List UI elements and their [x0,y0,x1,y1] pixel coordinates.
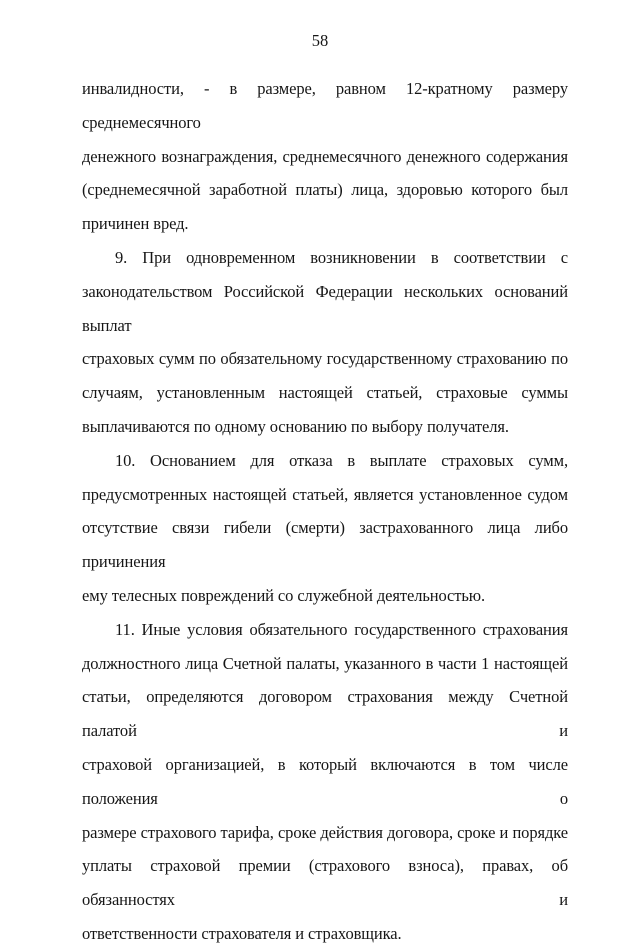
text-line: размере страхового тарифа, сроке действия договора, сроке и порядке [82,822,568,842]
text-line: предусмотренных настоящей статьей, является установленное судом [82,484,568,504]
text-line: законодательством Российской Федерации нескольких оснований выплат [82,281,568,335]
text-line: ему телесных повреждений со служебной деятельностью. [82,585,486,605]
text-line: выплачиваются по одному основанию по выбору получателя. [82,416,509,436]
paragraph [82,613,568,951]
text-line: 10. Основанием для отказа в выплате страховых сумм, [115,450,568,470]
text-line: ответственности страхователя и страховщика. [82,923,402,943]
text-line: случаям, установленным настоящей статьей, страховые суммы [82,383,568,403]
paragraph [82,444,568,613]
text-line: причинен вред. [82,214,189,234]
text-line: инвалидности, - в размере, равном 12-кратному размеру среднемесячного [82,79,568,132]
page-number: 58 [311,31,329,50]
paragraph [82,72,568,241]
paragraph [82,241,568,444]
text-line: страховой организацией, в который включаются в том числе положения о [82,754,568,808]
document-text [82,72,568,951]
text-line: уплаты страховой премии (страхового взноса), правах, об обязанностях и [82,856,568,910]
text-line: 9. При одновременном возникновении в соответствии с [115,247,568,267]
text-line: страховых сумм по обязательному государственному страхованию по [82,349,568,369]
text-line: должностного лица Счетной палаты, указанного в части 1 настоящей [82,653,568,673]
text-line: 11. Иные условия обязательного государственного страхования [115,619,568,639]
text-line: отсутствие связи гибели (смерти) застрахованного лица либо причинения [82,518,568,572]
text-line: статьи, определяются договором страхования между Счетной палатой и [82,687,568,741]
text-line: (среднемесячной заработной платы) лица, здоровью которого был [82,180,568,200]
text-line: денежного вознаграждения, среднемесячного денежного содержания [82,146,568,166]
